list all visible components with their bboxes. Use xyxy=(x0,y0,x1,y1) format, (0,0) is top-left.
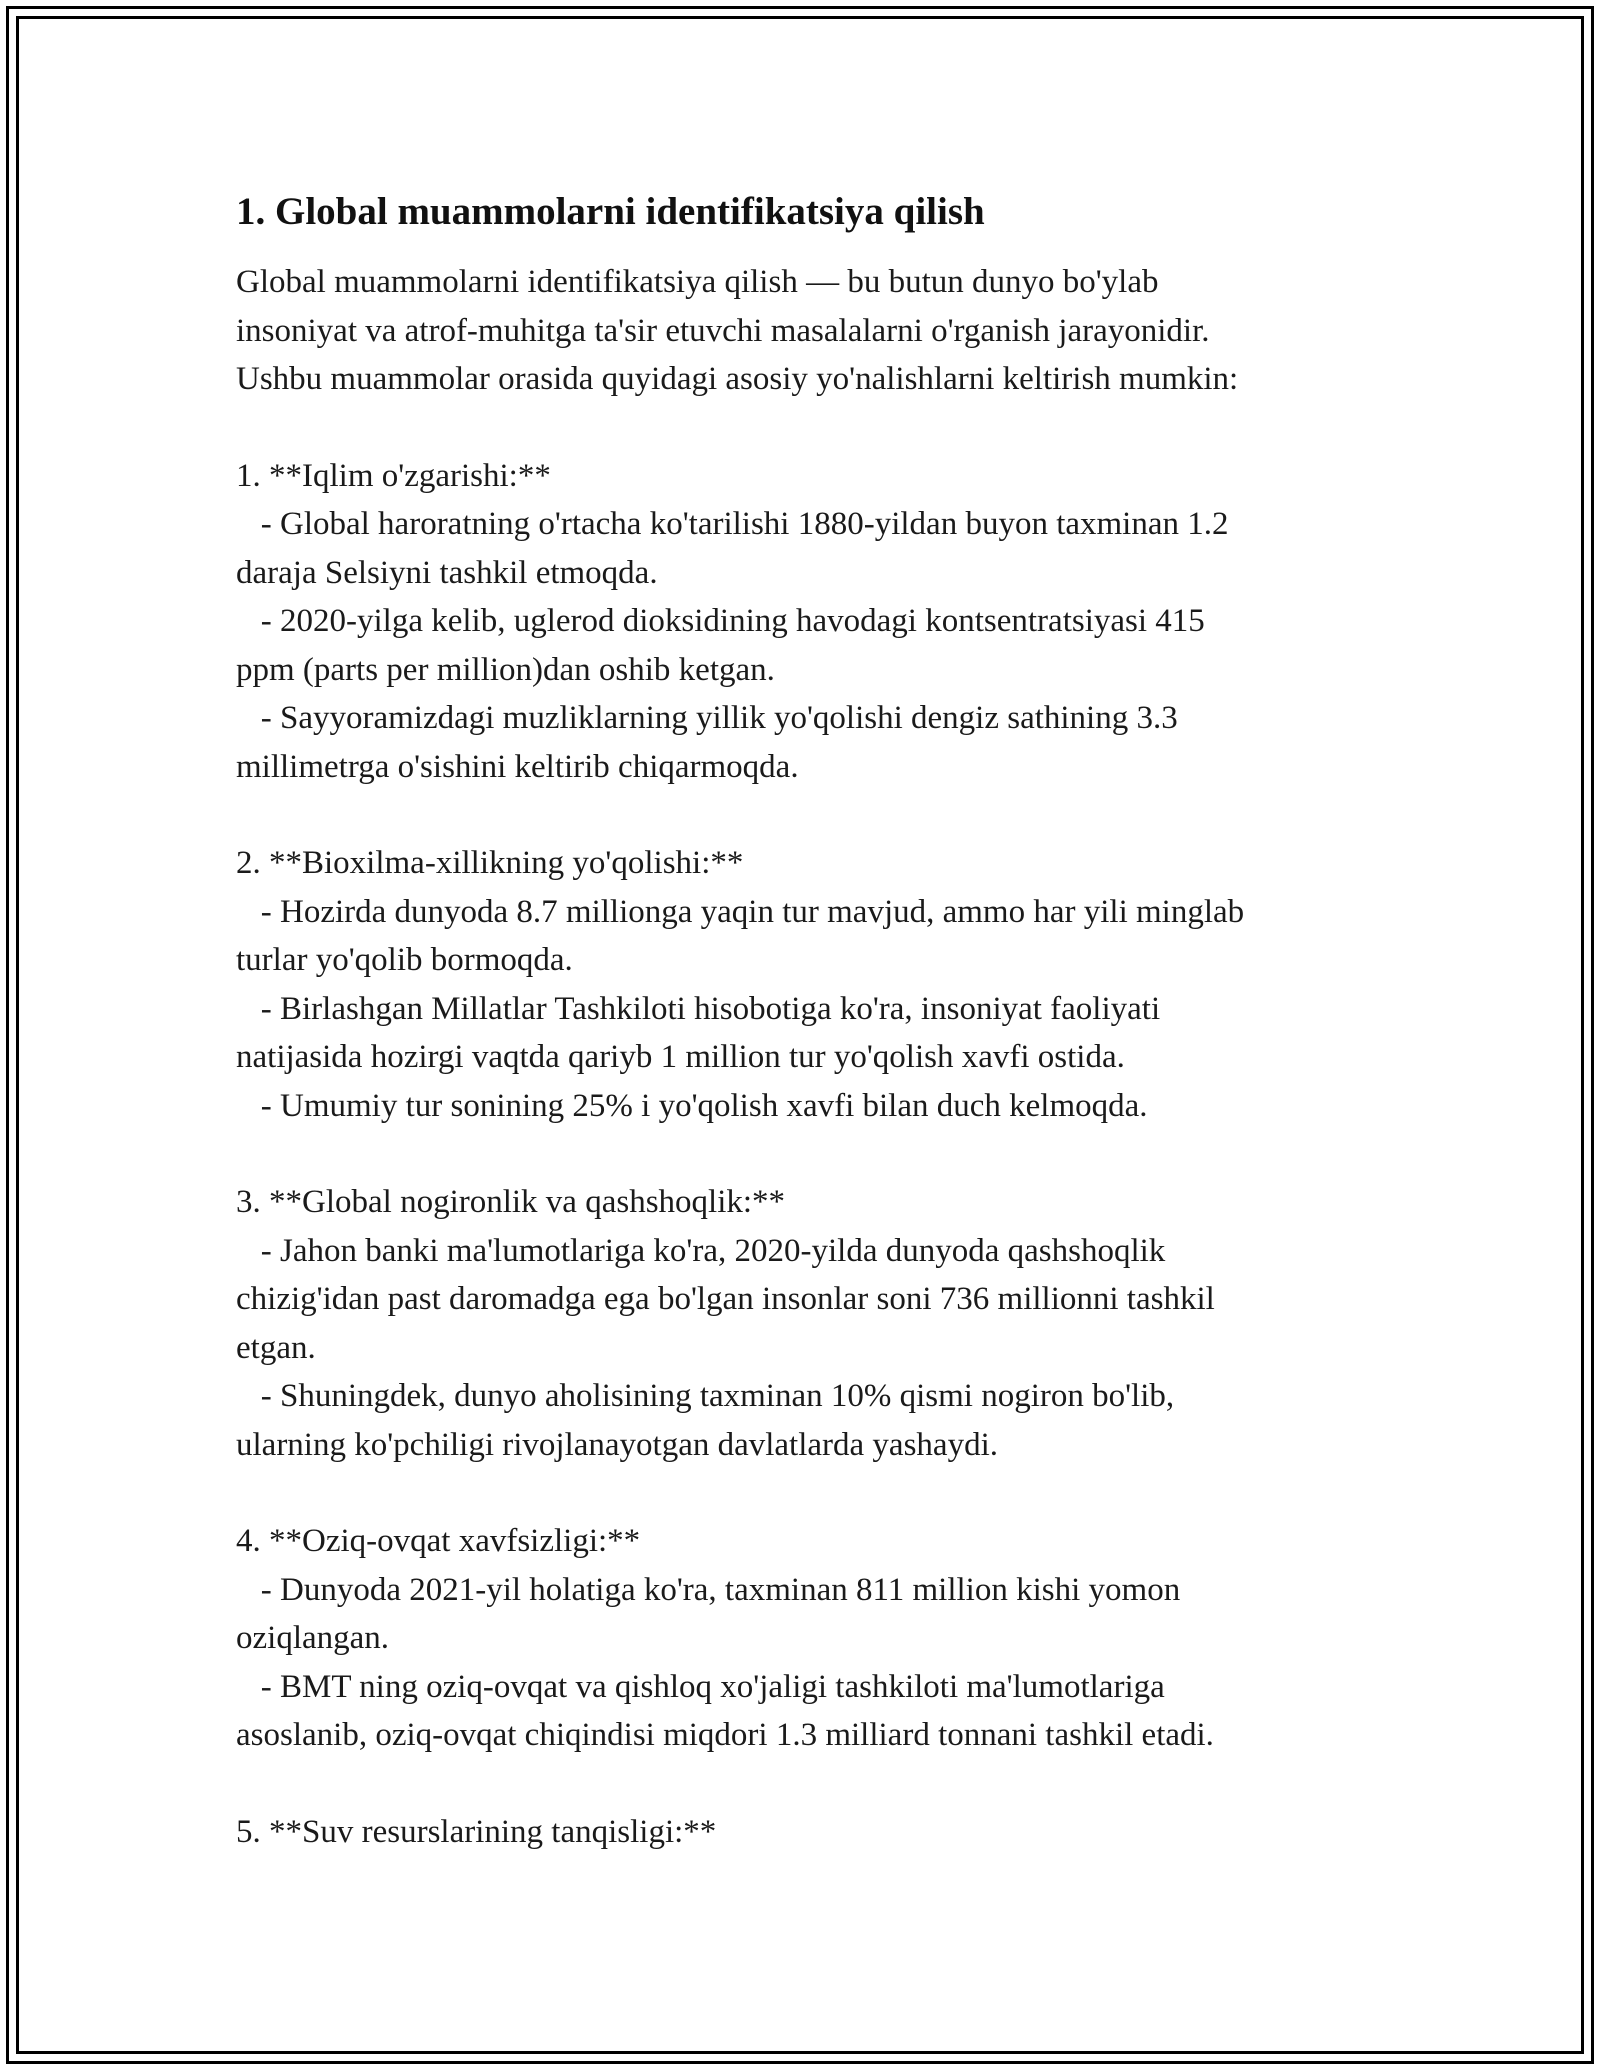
section-line: turlar yo'qolib bormoqda. xyxy=(236,942,573,978)
section-line: daraja Selsiyni tashkil etmoqda. xyxy=(236,554,658,591)
section-biodiversity-loss xyxy=(236,839,1386,1130)
section-line: - 2020-yilga kelib, uglerod dioksidining havodagi kontsentratsiyasi 415 xyxy=(236,603,1205,639)
section-line: - Dunyoda 2021-yil holatiga ko'ra, taxminan 811 million kishi yomon xyxy=(236,1571,1181,1608)
section-line: asoslanib, oziq-ovqat chiqindisi miqdori 1.3 milliard tonnani tashkil etadi. xyxy=(236,1717,1214,1753)
section-line: - Sayyoramizdagi muzliklarning yillik yo'qolishi dengiz sathining 3.3 xyxy=(236,700,1178,736)
section-line: - Jahon banki ma'lumotlariga ko'ra, 2020-yilda dunyoda qashshoqlik xyxy=(236,1232,1166,1269)
section-heading: 3. **Global nogironlik va qashshoqlik:** xyxy=(236,1184,786,1220)
section-line: ularning ko'pchiligi rivojlanayotgan davlatlarda yashaydi. xyxy=(236,1426,998,1463)
section-line: - Shuningdek, dunyo aholisining taxminan 10% qismi nogiron bo'lib, xyxy=(236,1378,1175,1414)
section-line: etgan. xyxy=(236,1329,316,1366)
section-line: - BMT ning oziq-ovqat va qishloq xo'jaligi tashkiloti ma'lumotlariga xyxy=(236,1668,1165,1705)
section-heading: 1. **Iqlim o'zgarishi:** xyxy=(236,457,551,494)
section-line: - Global haroratning o'rtacha ko'tarilishi 1880-yildan buyon taxminan 1.2 xyxy=(236,506,1229,542)
section-line: - Birlashgan Millatlar Tashkiloti hisobotiga ko'ra, insoniyat faoliyati xyxy=(236,990,1161,1027)
section-food-security xyxy=(236,1517,1386,1760)
section-poverty-disability xyxy=(236,1178,1386,1469)
intro-paragraph xyxy=(236,258,1386,404)
section-heading: 5. **Suv resurslarining tanqisligi:** xyxy=(236,1813,717,1850)
section-line: oziqlangan. xyxy=(236,1620,390,1656)
section-line: - Hozirda dunyoda 8.7 millionga yaqin tur mavjud, ammo har yili minglab xyxy=(236,893,1245,930)
intro-line: Global muammolarni identifikatsiya qilish — bu butun dunyo bo'ylab xyxy=(236,264,1159,300)
section-line: chizig'idan past daromadga ega bo'lgan insonlar soni 736 millionni tashkil xyxy=(236,1281,1215,1317)
intro-line: insoniyat va atrof-muhitga ta'sir etuvchi masalalarni o'rganish jarayonidir. xyxy=(236,312,1210,349)
section-line: - Umumiy tur sonining 25% i yo'qolish xavfi bilan duch kelmoqda. xyxy=(236,1087,1148,1124)
section-line: millimetrga o'sishini keltirib chiqarmoqda. xyxy=(236,748,799,785)
section-heading: 2. **Bioxilma-xillikning yo'qolishi:** xyxy=(236,845,744,881)
section-heading: 4. **Oziq-ovqat xavfsizligi:** xyxy=(236,1523,641,1559)
section-line: natijasida hozirgi vaqtda qariyb 1 million tur yo'qolish xavfi ostida. xyxy=(236,1039,1125,1075)
section-water-scarcity xyxy=(236,1808,1386,1857)
document-body xyxy=(236,186,1386,1904)
intro-line: Ushbu muammolar orasida quyidagi asosiy yo'nalishlarni keltirish mumkin: xyxy=(236,361,1239,397)
document-title: 1. Global muammolarni identifikatsiya qilish xyxy=(236,190,985,233)
section-line: ppm (parts per million)dan oshib ketgan. xyxy=(236,651,775,688)
section-climate-change xyxy=(236,452,1386,792)
